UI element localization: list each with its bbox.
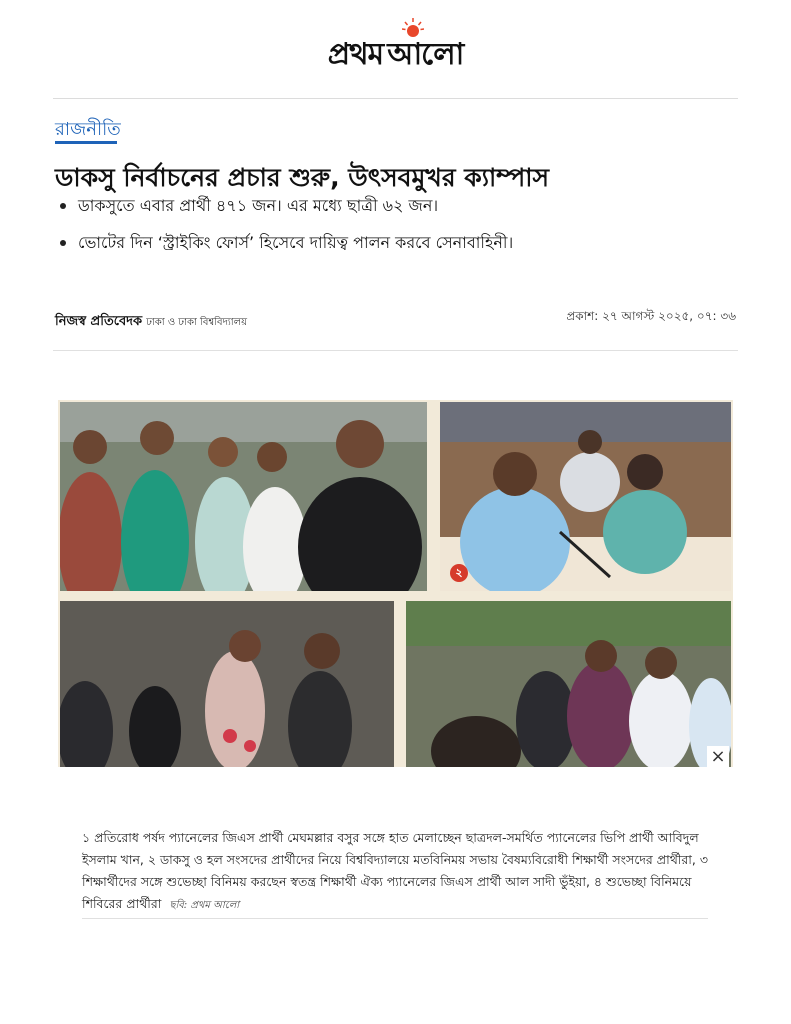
photo-number-badge: ২ — [450, 564, 468, 582]
masthead — [0, 30, 791, 81]
byline-divider — [53, 350, 738, 351]
logo-text-part1: প্রথম — [327, 37, 384, 72]
close-icon[interactable]: × — [707, 746, 729, 768]
logo-text-part2: আলো — [387, 37, 464, 72]
category-link[interactable]: রাজনীতি — [55, 119, 121, 140]
article-headline: ডাকসু নির্বাচনের প্রচার শুরু, উৎসবমুখর ক্যাম্পাস — [55, 163, 550, 192]
photo-4-crowd — [406, 601, 731, 767]
summary-bullet-text: ভোটের দিন ‘স্ট্রাইকিং ফোর্স’ হিসেবে দায়িত্ব পালন করবে সেনাবাহিনী। — [78, 233, 514, 252]
bullet-dot-icon — [60, 240, 66, 246]
photo-caption — [82, 827, 714, 917]
summary-bullet — [60, 233, 513, 253]
sun-icon — [402, 18, 424, 40]
header-divider — [53, 98, 738, 99]
author-name[interactable]: নিজস্ব প্রতিবেদক — [55, 314, 143, 329]
photo-collage[interactable] — [58, 400, 733, 767]
author-location: ঢাকা ও ঢাকা বিশ্ববিদ্যালয় — [146, 317, 248, 328]
photo-credit: ছবি: প্রথম আলো — [169, 900, 240, 911]
published-time: প্রকাশ: ২৭ আগস্ট ২০২৫, ০৭: ৩৬ — [566, 309, 736, 323]
byline — [55, 312, 247, 333]
photo-1-handshake — [60, 402, 427, 591]
summary-bullet-text: ডাকসুতে এবার প্রার্থী ৪৭১ জন। এর মধ্যে ছাত্রী ৬২ জন। — [78, 196, 439, 215]
category-underline — [55, 141, 117, 144]
photo-2-meeting — [440, 402, 731, 591]
photo-3-greeting — [60, 601, 394, 767]
bullet-dot-icon — [60, 203, 66, 209]
summary-bullet — [60, 196, 513, 216]
photo-caption-text: ১ প্রতিরোধ পর্ষদ প্যানেলের জিএস প্রার্থী মেঘমল্লার বসুর সঙ্গে হাত মেলাচ্ছেন ছাত্রদল-সমর্থিত প্যানেলের ভিপি প্রার্থী আবিদুল ইসলাম খান, ২ ডাকসু ও হল সংসদের প্রার্থীদের নিয়ে বিশ্ববিদ্যালয়ে মতবিনিময় সভায় বৈষম্যবিরোধী শিক্ষার্থী সংসদের প্রার্থীরা, ৩ শিক্ষার্থীদের সঙ্গে শুভেচ্ছা বিনিময় করছেন স্বতন্ত্র শিক্ষার্থী ঐক্য প্যানেলের জিএস প্রার্থী আল সাদী ভুঁইয়া, ৪ শুভেচ্ছা বিনিময়ে শিবিরের প্রার্থীরা — [82, 830, 708, 911]
prothom-alo-logo[interactable] — [328, 30, 464, 81]
summary-bullets — [60, 196, 513, 270]
caption-divider — [82, 918, 708, 919]
